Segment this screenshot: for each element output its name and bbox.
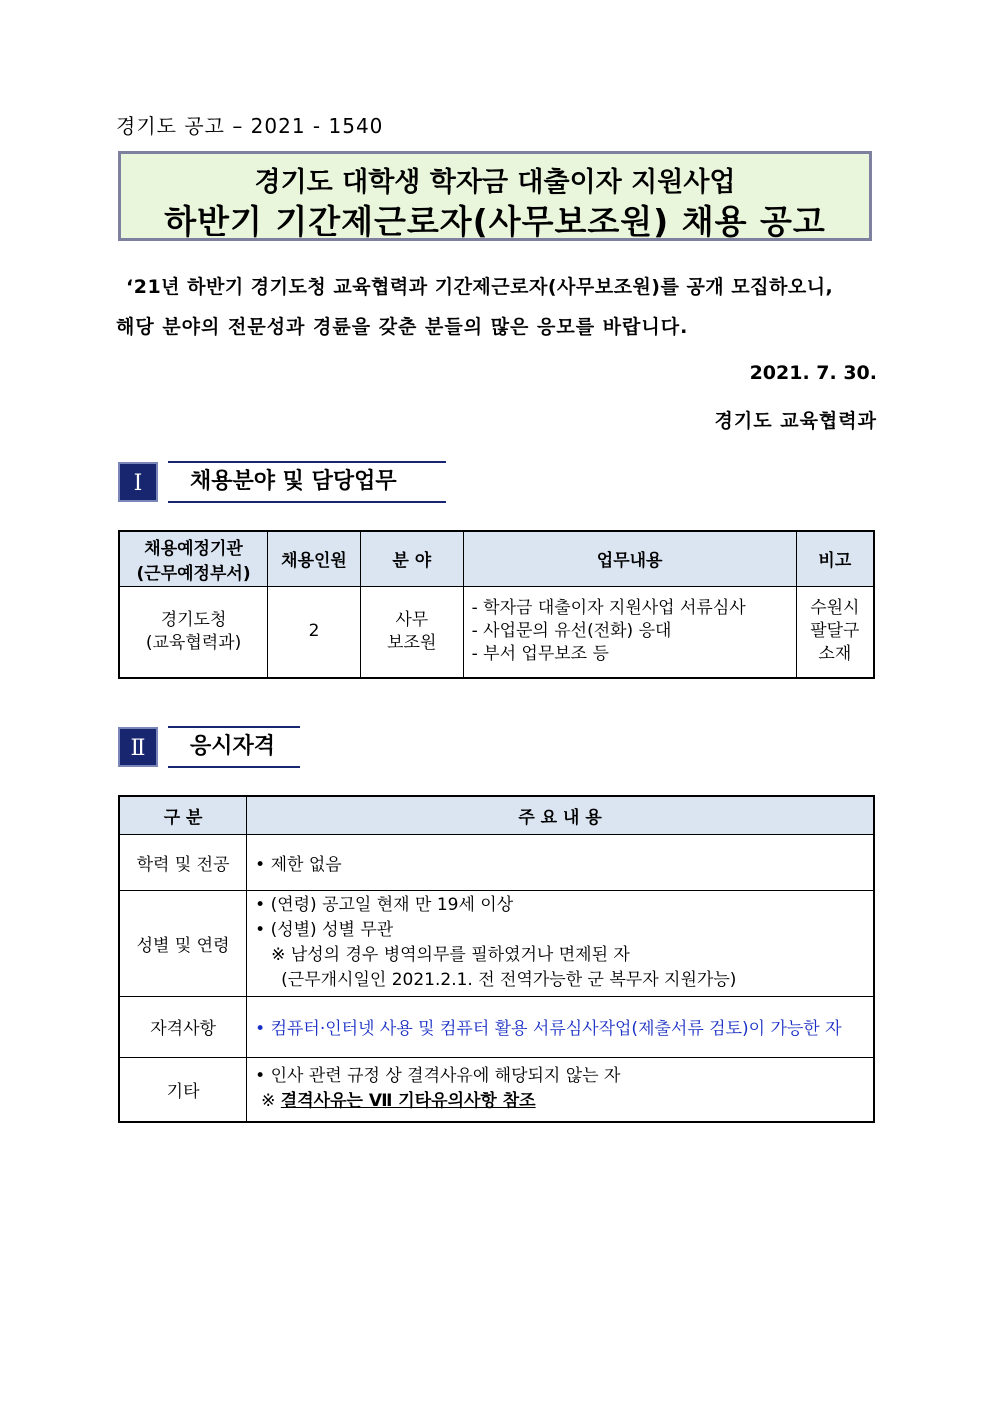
content-education: • 제한 없음: [247, 834, 874, 890]
other-note: [255, 1089, 873, 1114]
note-line3: 소재: [818, 644, 852, 665]
title-line1: 경기도 대학생 학자금 대출이자 지원사업: [254, 167, 736, 198]
military-note: ※ 남성의 경우 병역의무를 필하였거나 면제된 자: [271, 945, 630, 965]
field-line1: 사무: [395, 609, 429, 630]
intro-line2: 해당 분야의 전문성과 경륜을 갖춘 분들의 많은 응모를 바랍니다.: [116, 316, 689, 338]
table-row: [119, 586, 874, 678]
section2-title: 응시자격: [168, 726, 300, 768]
content-gender-age: [247, 890, 874, 996]
note-line2: 팔달구: [810, 621, 860, 642]
section1-number: Ⅰ: [118, 462, 158, 502]
cell-note: [796, 586, 874, 678]
disqualification-reference: 결격사유는 Ⅶ 기타유의사항 참조: [280, 1091, 536, 1112]
header-category: 구 분: [119, 796, 247, 834]
note-line1: 수원시: [810, 598, 860, 619]
cell-field: [360, 586, 463, 678]
table-row: [119, 834, 874, 890]
header-count: 채용인원: [268, 531, 361, 586]
content-qualification: • 컴퓨터·인터넷 사용 및 컴퓨터 활용 서류심사작업(제출서류 검토)이 가능한 자: [247, 996, 874, 1057]
notice-number: 경기도 공고 – 2021 - 1540: [116, 114, 384, 138]
gender-item: • (성별) 성별 무관: [255, 920, 394, 940]
duty-item: - 부서 업무보조 등: [471, 644, 609, 665]
title-line2: 하반기 기간제근로자(사무보조원) 채용 공고: [164, 202, 826, 241]
content-other: [247, 1057, 874, 1122]
other-item: • 인사 관련 규정 상 결격사유에 해당되지 않는 자: [255, 1066, 621, 1087]
table-row: [119, 890, 874, 996]
department: 경기도 교육협력과: [714, 410, 877, 432]
duty-item: - 학자금 대출이자 지원사업 서류심사: [471, 598, 746, 619]
org-line1: 경기도청: [160, 609, 227, 630]
header-org: [119, 531, 268, 586]
label-education: 학력 및 전공: [119, 834, 247, 890]
qualification-table: [118, 795, 875, 1123]
recruitment-table: [118, 530, 875, 679]
section2-number: Ⅱ: [118, 727, 158, 767]
intro-line1: ‘21년 하반기 경기도청 교육협력과 기간제근로자(사무보조원)를 공개 모집하오니,: [126, 276, 834, 298]
header-content: 주 요 내 용: [247, 796, 874, 834]
header-org-line2: (근무예정부서): [136, 563, 251, 584]
notice-date: 2021. 7. 30.: [749, 362, 877, 384]
label-gender-age: 성별 및 연령: [119, 890, 247, 996]
header-note: 비고: [796, 531, 874, 586]
label-qualification: 자격사항: [119, 996, 247, 1057]
field-line2: 보조원: [387, 632, 437, 653]
title-box: [118, 151, 872, 241]
table-header-row: [119, 796, 874, 834]
label-other: 기타: [119, 1057, 247, 1122]
table-row: [119, 996, 874, 1057]
note-mark: ※: [261, 1091, 276, 1112]
org-line2: (교육협력과): [145, 632, 242, 653]
header-org-line1: 채용예정기관: [144, 538, 243, 559]
age-item: • (연령) 공고일 현재 만 19세 이상: [255, 895, 514, 915]
header-duties: 업무내용: [463, 531, 796, 586]
cell-duties: [463, 586, 796, 678]
table-row: [119, 1057, 874, 1122]
section1-title: 채용분야 및 담당업무: [168, 461, 446, 503]
cell-org: [119, 586, 268, 678]
cell-count: 2: [268, 586, 361, 678]
duty-item: - 사업문의 유선(전화) 응대: [471, 621, 672, 642]
military-note-detail: (근무개시일인 2021.2.1. 전 전역가능한 군 복무자 지원가능): [281, 970, 737, 990]
header-field: 분 야: [360, 531, 463, 586]
table-header-row: [119, 531, 874, 586]
